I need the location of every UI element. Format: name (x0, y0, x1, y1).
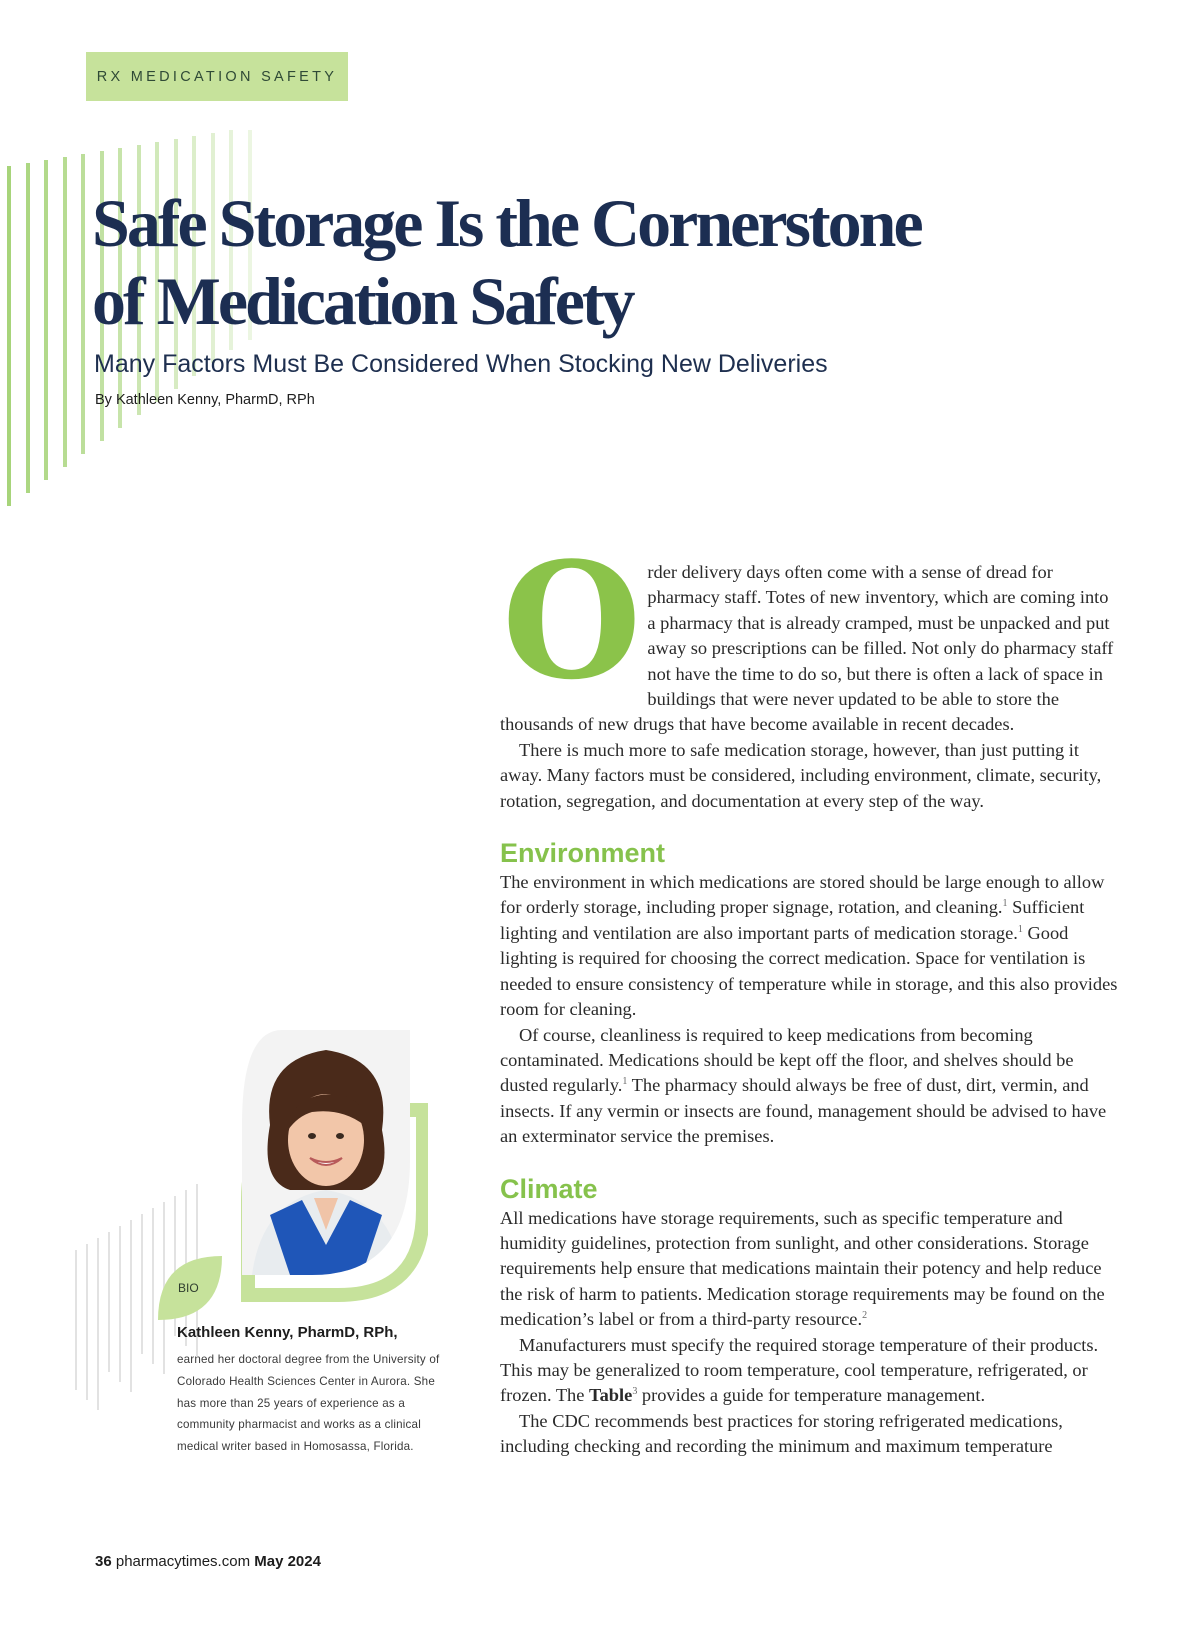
author-photo (242, 1030, 410, 1275)
citation-ref: 2 (862, 1310, 868, 1322)
environment-paragraph-1: The environment in which medications are stored should be large enough to allow for orderly storage, including proper signage, rotation, and cleaning.$^1$ Sufficient lighting and ventilation are also important parts of medication storage.$^1$ Good lighting is required for choosing the correct medication. Space for ventilation is needed to ensure consistency of temperature while in storage, and this also provides room for cleaning. (500, 872, 1118, 1020)
author-bio (70, 1030, 450, 1460)
intro-paragraph-2: There is much more to safe medication storage, however, than just putting it away. Many factors must be considered, including environment, climate, security, rotation, segregation, and documentation at every step of the way. (500, 739, 1102, 811)
section-heading-climate: Climate (500, 1173, 598, 1204)
article-title (92, 184, 921, 340)
citation-ref: 1 (1002, 898, 1008, 910)
byline: By Kathleen Kenny, PharmD, RPh (95, 392, 315, 408)
climate-paragraph-2: Manufacturers must specify the required storage temperature of their products. This may be generalized to room temperature, cool temperature, refrigerated, or frozen. The Table$^3$ provides a guide for temperature management. (500, 1334, 1099, 1406)
citation-ref: 1 (622, 1076, 628, 1088)
bio-author-name: Kathleen Kenny, PharmD, RPh, (177, 1324, 398, 1341)
climate-paragraph-1: All medications have storage requirements, such as specific temperature and humidity guidelines, protection from sunlight, and other considerations. Storage requirements help ensure that medications maintain their potency and help reduce the risk of harm to patients. Medication storage requirements may be found on the medication’s label or from a third-party resource.$^2$ (500, 1207, 1105, 1330)
page-footer (95, 1553, 321, 1570)
climate-paragraph-3: The CDC recommends best practices for storing refrigerated medications, including checking and recording the minimum and maximum temperature (500, 1410, 1063, 1457)
drop-cap: O (502, 527, 642, 715)
environment-paragraph-2: Of course, cleanliness is required to keep medications from becoming contaminated. Medications should be kept off the floor, and shelves should be dusted regularly.$^1$ The pharmacy should always be free of dust, dirt, vermin, and insects. If any vermin or insects are found, management should be advised to have an exterminator service the premises. (500, 1024, 1107, 1147)
citation-ref: 3 (632, 1386, 638, 1398)
bio-decorative-stripe (86, 1244, 88, 1400)
bio-decorative-stripe (108, 1232, 110, 1372)
bio-label: BIO (178, 1281, 199, 1295)
bio-decorative-stripe (130, 1220, 132, 1392)
decorative-stripe (81, 154, 85, 454)
title-line-2: of Medication Safety (92, 263, 633, 339)
bio-decorative-stripe (119, 1226, 121, 1382)
title-line-1: Safe Storage Is the Cornerstone (92, 185, 921, 261)
bio-text: earned her doctoral degree from the University of Colorado Health Sciences Center in Aurora. She has more than 25 years of experience as a community pharmacist and works as a clinical medical writer based in Homosassa, Florida. (177, 1353, 440, 1454)
citation-ref: 1 (1017, 923, 1023, 935)
bio-decorative-stripe (97, 1238, 99, 1410)
footer-issue: May 2024 (254, 1553, 321, 1570)
decorative-stripe (44, 160, 48, 480)
footer-site: pharmacytimes.com (115, 1553, 251, 1570)
decorative-stripe (63, 157, 67, 467)
page-number: 36 (95, 1553, 112, 1570)
section-heading-environment: Environment (500, 838, 666, 869)
decorative-stripe (7, 166, 11, 506)
article-subtitle: Many Factors Must Be Considered When Stocking New Deliveries (94, 350, 828, 378)
intro-paragraph-1: rder delivery days often come with a sense of dread for pharmacy staff. Totes of new inventory, which are coming into a pharmacy that is already cramped, must be unpacked and put away so prescriptions can be filled. Not only do pharmacy staff not have the time to do so, but there is often a lack of space in buildings that were never updated to be able to store the thousands of new drugs that have become available in recent decades. (500, 562, 1114, 735)
decorative-stripe (26, 163, 30, 493)
section-tag: RX MEDICATION SAFETY (86, 52, 348, 101)
table-reference: Table (589, 1385, 633, 1406)
bio-decorative-stripe (75, 1250, 77, 1390)
article-body (500, 527, 1120, 1460)
bio-decorative-stripe (141, 1214, 143, 1354)
